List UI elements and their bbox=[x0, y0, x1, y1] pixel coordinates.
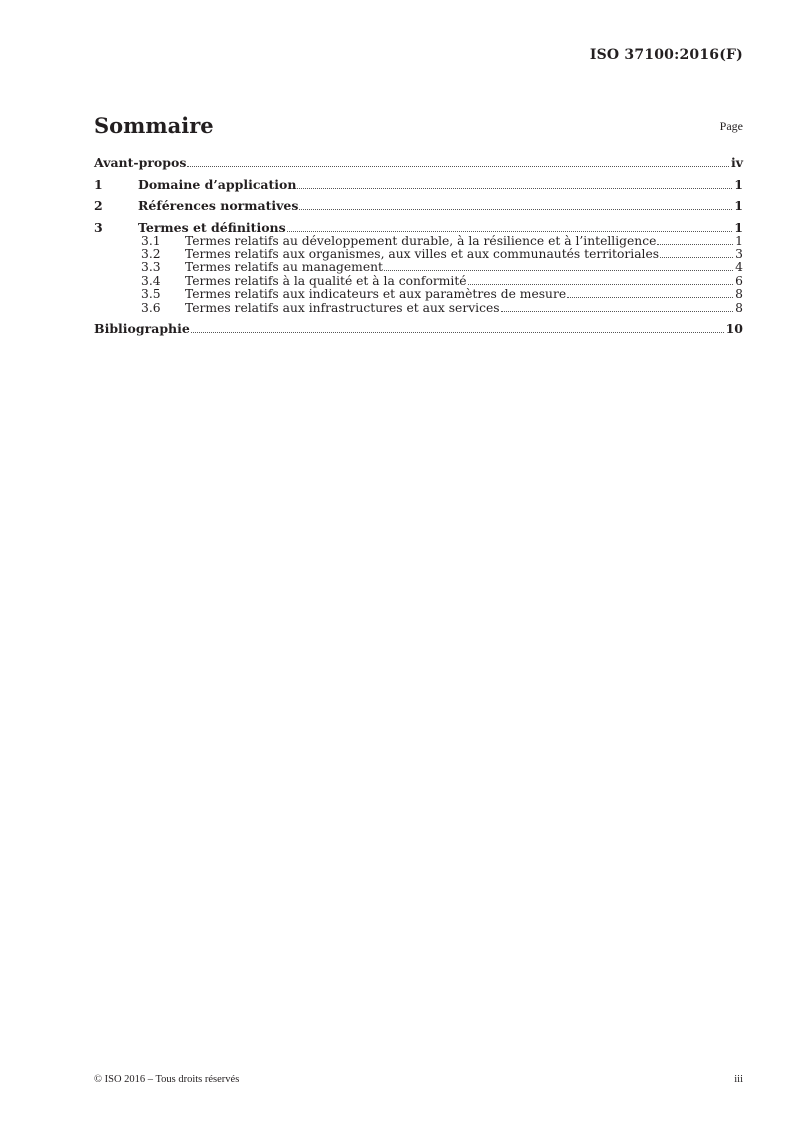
dot-leader bbox=[297, 187, 732, 189]
toc-entry-number: 3.3 bbox=[141, 260, 161, 275]
toc-entry-3-6[interactable] bbox=[94, 302, 743, 315]
toc-entry-number: 3 bbox=[94, 219, 103, 235]
toc-entry-title: Termes relatifs aux indicateurs et aux paramètres de mesure bbox=[185, 287, 567, 302]
toc-entry-number: 3.5 bbox=[141, 287, 161, 302]
toc-entry-page: 4 bbox=[735, 260, 743, 275]
toc-entry-3-5[interactable] bbox=[94, 288, 743, 301]
toc-entry-number: 2 bbox=[94, 198, 103, 213]
toc-entry-page: 1 bbox=[734, 198, 743, 213]
dot-leader bbox=[191, 331, 724, 333]
dot-leader bbox=[660, 256, 733, 258]
page-number: iii bbox=[734, 1074, 743, 1085]
toc-entry-number: 3.4 bbox=[141, 273, 161, 288]
dot-leader bbox=[567, 296, 733, 298]
copyright-notice: © ISO 2016 – Tous droits réservés bbox=[94, 1074, 240, 1085]
table-of-contents bbox=[94, 155, 743, 336]
toc-entry-domaine[interactable] bbox=[94, 177, 743, 192]
toc-entry-title: Termes relatifs à la qualité et à la conformité bbox=[185, 273, 467, 288]
dot-leader bbox=[501, 310, 734, 312]
toc-entry-page: 8 bbox=[735, 300, 743, 315]
toc-entry-page: 3 bbox=[735, 246, 743, 261]
page-column-label: Page bbox=[719, 119, 743, 133]
dot-leader bbox=[468, 283, 734, 285]
toc-entry-page: 8 bbox=[735, 287, 743, 302]
toc-entry-page: 1 bbox=[734, 219, 743, 235]
toc-entry-3-1[interactable] bbox=[94, 235, 743, 248]
toc-entry-title: Avant-propos bbox=[94, 155, 187, 170]
toc-entry-page: 1 bbox=[734, 176, 743, 192]
toc-entry-page: iv bbox=[730, 155, 743, 170]
toc-entry-title: Termes relatifs aux organismes, aux villes et aux communautés territoriales bbox=[185, 246, 660, 261]
toc-entry-page: 1 bbox=[735, 233, 743, 248]
toc-entry-bibliographie[interactable] bbox=[94, 321, 743, 336]
toc-entry-title: Termes relatifs au développement durable, à la résilience et à l’intelligence bbox=[185, 233, 657, 248]
document-id: ISO 37100:2016(F) bbox=[589, 47, 743, 63]
dot-leader bbox=[657, 243, 733, 245]
toc-entry-avant-propos[interactable] bbox=[94, 155, 743, 170]
toc-entry-number: 3.6 bbox=[141, 300, 161, 315]
toc-entry-references[interactable] bbox=[94, 198, 743, 213]
toc-entry-number: 3.1 bbox=[141, 233, 161, 248]
toc-entry-title: Termes relatifs au management bbox=[185, 260, 383, 275]
toc-entry-title: Termes relatifs aux infrastructures et aux services bbox=[185, 300, 500, 315]
toc-entry-page: 10 bbox=[725, 321, 743, 337]
toc-entry-3-3[interactable] bbox=[94, 261, 743, 274]
dot-leader bbox=[187, 165, 729, 167]
toc-entry-page: 6 bbox=[735, 273, 743, 288]
toc-entry-termes[interactable] bbox=[94, 220, 743, 235]
toc-entry-title: Références normatives bbox=[138, 198, 299, 213]
toc-entry-3-2[interactable] bbox=[94, 248, 743, 261]
toc-entry-number: 1 bbox=[94, 176, 103, 192]
toc-entry-title: Domaine d’application bbox=[138, 176, 297, 192]
dot-leader bbox=[287, 230, 733, 232]
toc-entry-title: Termes et définitions bbox=[138, 219, 286, 235]
toc-entry-3-4[interactable] bbox=[94, 275, 743, 288]
toc-heading: Sommaire bbox=[94, 113, 214, 138]
dot-leader bbox=[299, 208, 732, 210]
toc-entry-title: Bibliographie bbox=[94, 321, 190, 337]
toc-entry-number: 3.2 bbox=[141, 246, 161, 261]
dot-leader bbox=[384, 269, 733, 271]
